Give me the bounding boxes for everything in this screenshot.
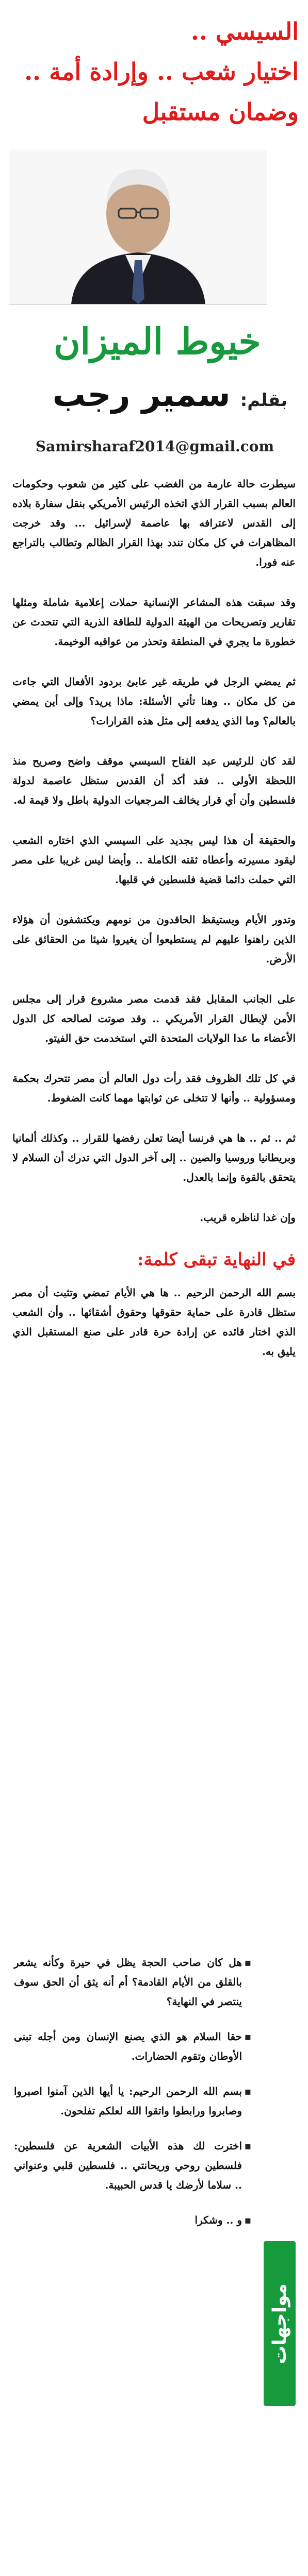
final-word-heading: في النهاية تبقى كلمة: (137, 1249, 296, 1270)
feed-item: ▪ حقا السلام هو الذي يصنع الإنسان ومن أجله تبنى الأوطان وتقوم الحضارات. (14, 2027, 251, 2066)
article-paragraph: سيطرت حالة عارمة من الغضب على كثير من شعوب وحكومات العالم بسبب القرار الذي اتخذه الرئيس الأمريكي بنقل سفارة بلاده إلى القدس لاعترافه بها عاصمة لإسرائيل ... وقد خرجت المظاهرات في كل مكان تندد بهذا القرار الظالم وتطالب بالتراجع عنه فورا. (12, 478, 296, 568)
feed-sidebar (260, 1953, 296, 2576)
article-paragraph: وتدور الأيام ويستيقظ الحاقدون من نومهم ويكتشفون أن هؤلاء الذين راهنوا عليهم لم يستطيعوا أن يغيروا شيئا من الحقائق على الأرض. (12, 913, 296, 965)
feed-item: ▪ هل كان صاحب الحجة يظل في حيرة وكأنه يشعر بالقلق من الأيام القادمة؟ أم أنه يثق أن الحق سوف ينتصر في النهاية؟ (14, 1953, 251, 2011)
feed-item: ▪ و .. وشكرا (14, 2210, 251, 2230)
author-name: سمير رجب (52, 376, 231, 414)
article-paragraph: والحقيقة أن هذا ليس بجديد على السيسي الذي اختاره الشعب ليقود مسيرته وأعطاه ثقته الكاملة .. وأيضا ليس غريبا على مصر التي حملت دائما قضية فلسطين في قلبها. (12, 834, 296, 886)
article-paragraph: وإن غدا لناظره قريب. (200, 1211, 296, 1224)
feed-label (264, 2241, 296, 2406)
headline (10, 11, 299, 132)
author-email[interactable]: Samirsharaf2014@gmail.com (35, 438, 274, 455)
article-body (12, 474, 296, 1382)
feed-label-text: مواجهات (269, 2283, 290, 2364)
article-paragraph: على الجانب المقابل فقد قدمت مصر مشروع قرار إلى مجلس الأمن لإبطال القرار الأمريكي .. وقد صوتت لصالحه كل الدول الأعضاء ما عدا الولايات المتحدة التي استخدمت حق الفيتو. (12, 993, 296, 1044)
article-paragraph: لقد كان للرئيس عبد الفتاح السيسي موقف واضح وصريح منذ اللحظة الأولى .. فقد أكد أن القدس ستظل عاصمة لدولة فلسطين وأن أي قرار يخالف المرجعيات الدولية باطل ولا قيمة له. (12, 755, 296, 806)
feed-item: ▪ اخترت لك هذه الأبيات الشعرية عن فلسطين: فلسطين روحي وريحانتي .. فلسطين قلبي وعنواني .. سلاما لأرضك يا قدس الحبيبة. (14, 2136, 251, 2195)
portrait-illustration (9, 149, 267, 304)
article-header (0, 0, 308, 479)
article-paragraph: ثم يمضي الرجل في طريقه غير عابئ بردود الأفعال التي جاءت من كل مكان .. وهنا تأتي الأسئلة: ماذا يريد؟ وإلى أين يمضي بالعالم؟ وما الذي يدفعه إلى مثل هذه القرارات؟ (12, 675, 296, 727)
feed-list (14, 1953, 251, 2245)
byline-prefix: بقلم: (240, 390, 287, 411)
headline-line: اختيار شعب .. وإرادة أمة .. (24, 58, 299, 86)
headline-line: وضمان مستقبل (142, 98, 299, 126)
article-paragraph: ثم .. ثم .. ها هي فرنسا أيضا تعلن رفضها للقرار .. وكذلك ألمانيا وبريطانيا وروسيا والصين .. إلى آخر الدول التي تدرك أن السلام لا يتحقق بالقوة وإنما بالعدل. (12, 1132, 296, 1183)
byline (19, 376, 287, 414)
column-title: خيوط الميزان (54, 320, 261, 363)
author-portrait (9, 149, 267, 305)
article-paragraph: وقد سبقت هذه المشاعر الإنسانية حملات إعلامية شاملة ومثلها تقارير وتصريحات من الهيئة الدولية للطاقة الذرية التي تتحدث عن خطورة ما يجري في المنطقة وتحذر من عواقبه الوخيمة. (12, 596, 296, 648)
final-word-paragraph: بسم الله الرحمن الرحيم .. ها هي الأيام تمضي وتثبت أن مصر ستظل قادرة على حماية حقوقها وحقوق أشقائها .. وأن الشعب الذي اختار قائده عن إرادة حرة قادر على صنع المستقبل الذي يليق به. (12, 1286, 296, 1358)
feed-item: ▪ بسم الله الرحمن الرحيم: يا أيها الذين آمنوا اصبروا وصابروا ورابطوا واتقوا الله لعلكم تفلحون. (14, 2081, 251, 2121)
headline-line: السيسي .. (190, 18, 299, 45)
article-paragraph: في كل تلك الظروف فقد رأت دول العالم أن مصر تتحرك بحكمة ومسؤولية .. وأنها لا تتخلى عن ثوابتها مهما كانت الضغوط. (12, 1072, 296, 1104)
